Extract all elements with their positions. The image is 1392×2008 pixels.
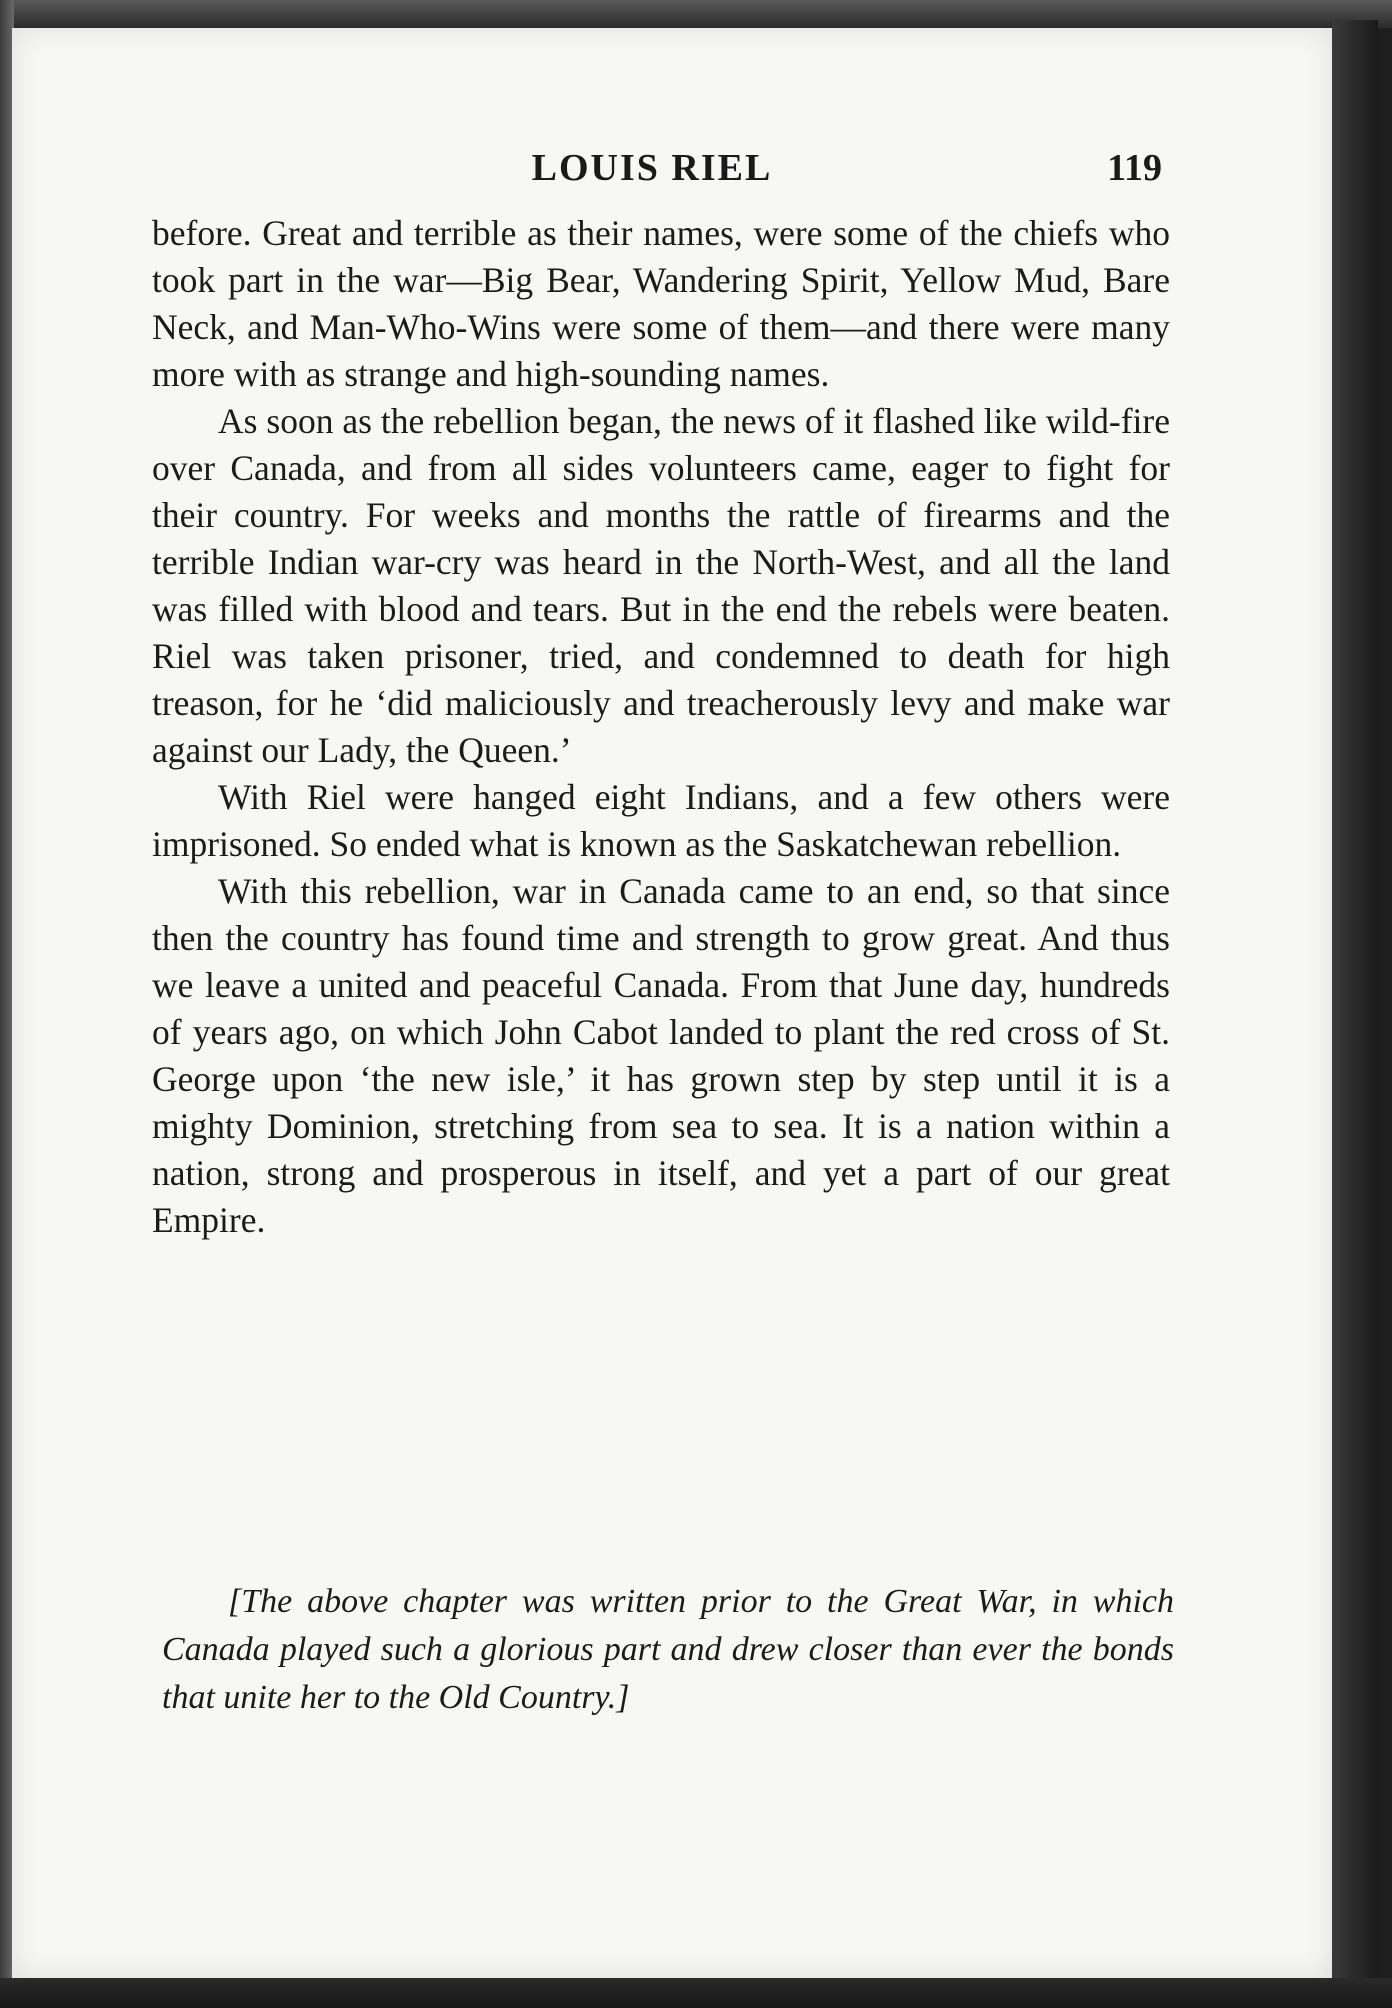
paragraph-continued: before. Great and terrible as their names, were some of the chiefs who took part in the war—Big Bear, Wandering Spirit, Yellow Mud, Bare Neck, and Man-Who-Wins were some of them—and there were many more with as strange and high-sounding names. — [152, 213, 1170, 394]
running-header — [142, 146, 1162, 196]
page-edge-top — [0, 0, 1392, 28]
page-number: 119 — [1107, 147, 1162, 189]
editorial-note: [The above chapter was written prior to the Great War, in which Canada played such a glorious part and drew closer than ever the bonds that unite her to the Old Country.] — [162, 1583, 1174, 1716]
page-edge-bottom — [0, 1978, 1392, 2008]
paragraph: As soon as the rebellion began, the news of it flashed like wild-fire over Canada, and from all sides volunteers came, eager to fight for their country. For weeks and months the rattle of firearms and the terrible Indian war-cry was heard in the North-West, and all the land was filled with blood and tears. But in the end the rebels were beaten. Riel was taken prisoner, tried, and condemned to death for high treason, for he ‘did maliciously and treacherously levy and make war against our Lady, the Queen.’ — [152, 401, 1170, 770]
paragraph: With this rebellion, war in Canada came to an end, so that since then the country has found time and strength to grow great. And thus we leave a united and peaceful Canada. From that June day, hundreds of years ago, on which John Cabot landed to plant the red cross of St. George upon ‘the new isle,’ it has grown step by step until it is a mighty Dominion, stretching from sea to sea. It is a nation within a nation, strong and prosperous in itself, and yet a part of our great Empire. — [152, 871, 1170, 1240]
running-title: LOUIS RIEL — [531, 147, 773, 189]
page-edge-right — [1332, 20, 1378, 1980]
paragraph: With Riel were hanged eight Indians, and a few others were imprisoned. So ended what is known as the Saskatchewan rebellion. — [152, 777, 1170, 864]
book-page — [12, 28, 1332, 1978]
body-text — [152, 210, 1170, 1244]
